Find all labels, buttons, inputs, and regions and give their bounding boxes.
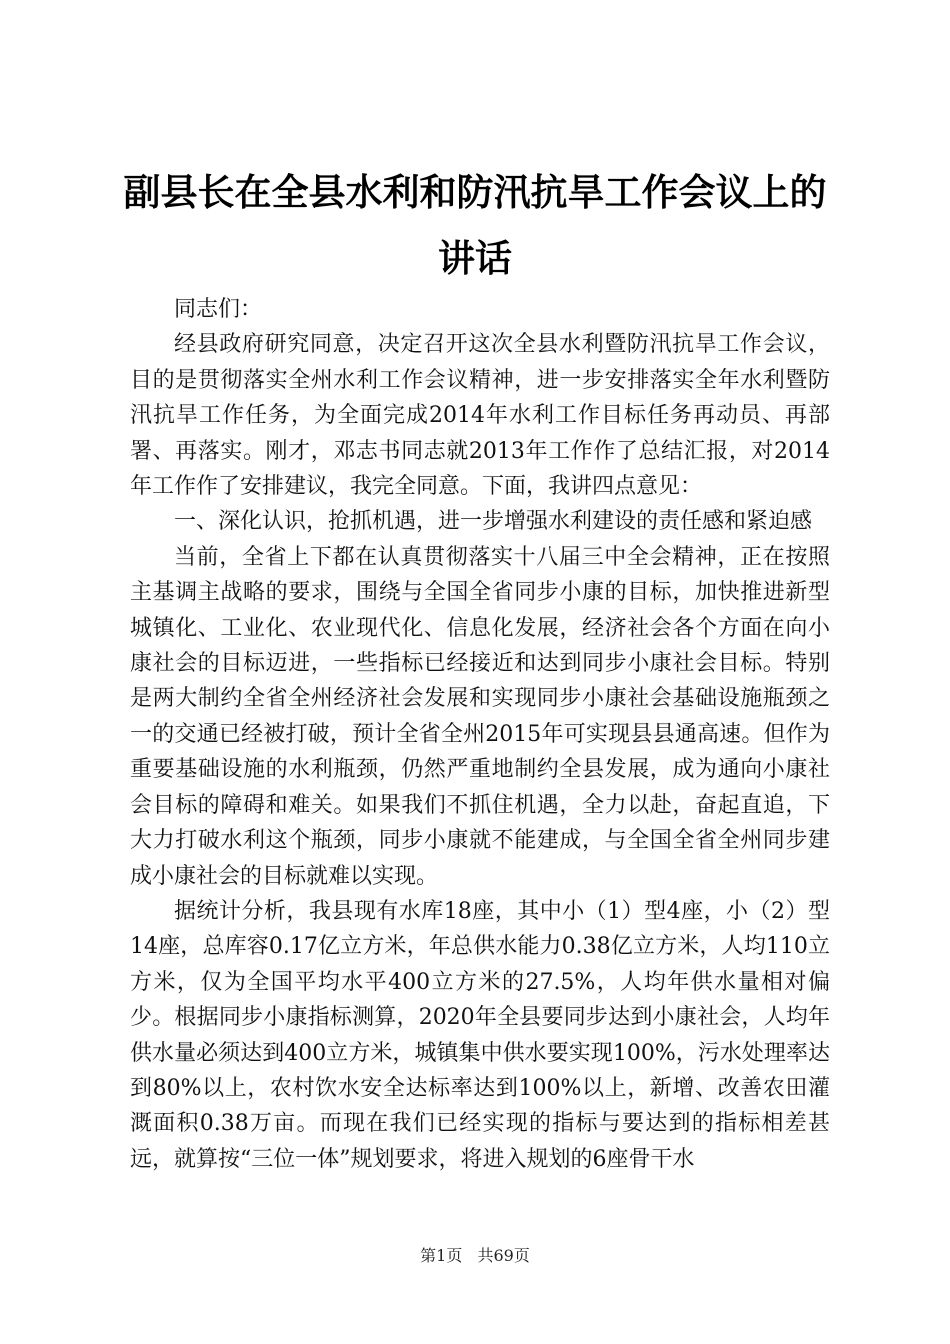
document-title: 副县长在全县水利和防汛抗旱工作会议上的讲话 — [123, 171, 827, 280]
paragraph-statistics: 据统计分析，我县现有水库18座，其中小（1）型4座，小（2）型14座，总库容0.17亿立方米，年总供水能力0.38亿立方米，人均110立方米，仅为全国平均水平400立方米的27.5%，人均年供水量相对偏少。根据同步小康指标测算，2020年全县要同步达到小康社会，人均年供水量必须达到400立方米，城镇集中供水要实现100%，污水处理率达到80%以上，农村饮水安全达标率达到100%以上，新增、改善农田灌溉面积0.38万亩。而现在我们已经实现的指标与要达到的指标相差甚远，就算按“三位一体”规划要求，将进入规划的6座骨干水 — [130, 898, 830, 1172]
document-body — [130, 292, 830, 1177]
page-footer — [0, 1243, 950, 1266]
section-heading-1: 一、深化认识，抢抓机遇，进一步增强水利建设的责任感和紧迫感 — [174, 509, 813, 535]
paragraph-intro: 经县政府研究同意，决定召开这次全县水利暨防汛抗旱工作会议，目的是贯彻落实全州水利工作会议精神，进一步安排落实全年水利暨防汛抗旱工作任务，为全面完成2014年水利工作目标任务再动员、再部署、再落实。刚才，邓志书同志就2013年工作作了总结汇报，对2014年工作作了安排建议，我完全同意。下面，我讲四点意见： — [130, 332, 830, 500]
paragraph-current-situation: 当前，全省上下都在认真贯彻落实十八届三中全会精神，正在按照主基调主战略的要求，围绕与全国全省同步小康的目标，加快推进新型城镇化、工业化、农业现代化、信息化发展，经济社会各个方面在向小康社会的目标迈进，一些指标已经接近和达到同步小康社会目标。特别是两大制约全省全州经济社会发展和实现同步小康社会基础设施瓶颈之一的交通已经被打破，预计全省全州2015年可实现县县通高速。但作为重要基础设施的水利瓶颈，仍然严重地制约全县发展，成为通向小康社会目标的障碍和难关。如果我们不抓住机遇，全力以赴，奋起直追，下大力打破水利这个瓶颈，同步小康就不能建成，与全国全省全州同步建成小康社会的目标就难以实现。 — [130, 544, 830, 889]
salutation: 同志们： — [174, 297, 263, 322]
page-number: 第1页 — [420, 1246, 463, 1265]
page-total: 共69页 — [477, 1246, 530, 1265]
